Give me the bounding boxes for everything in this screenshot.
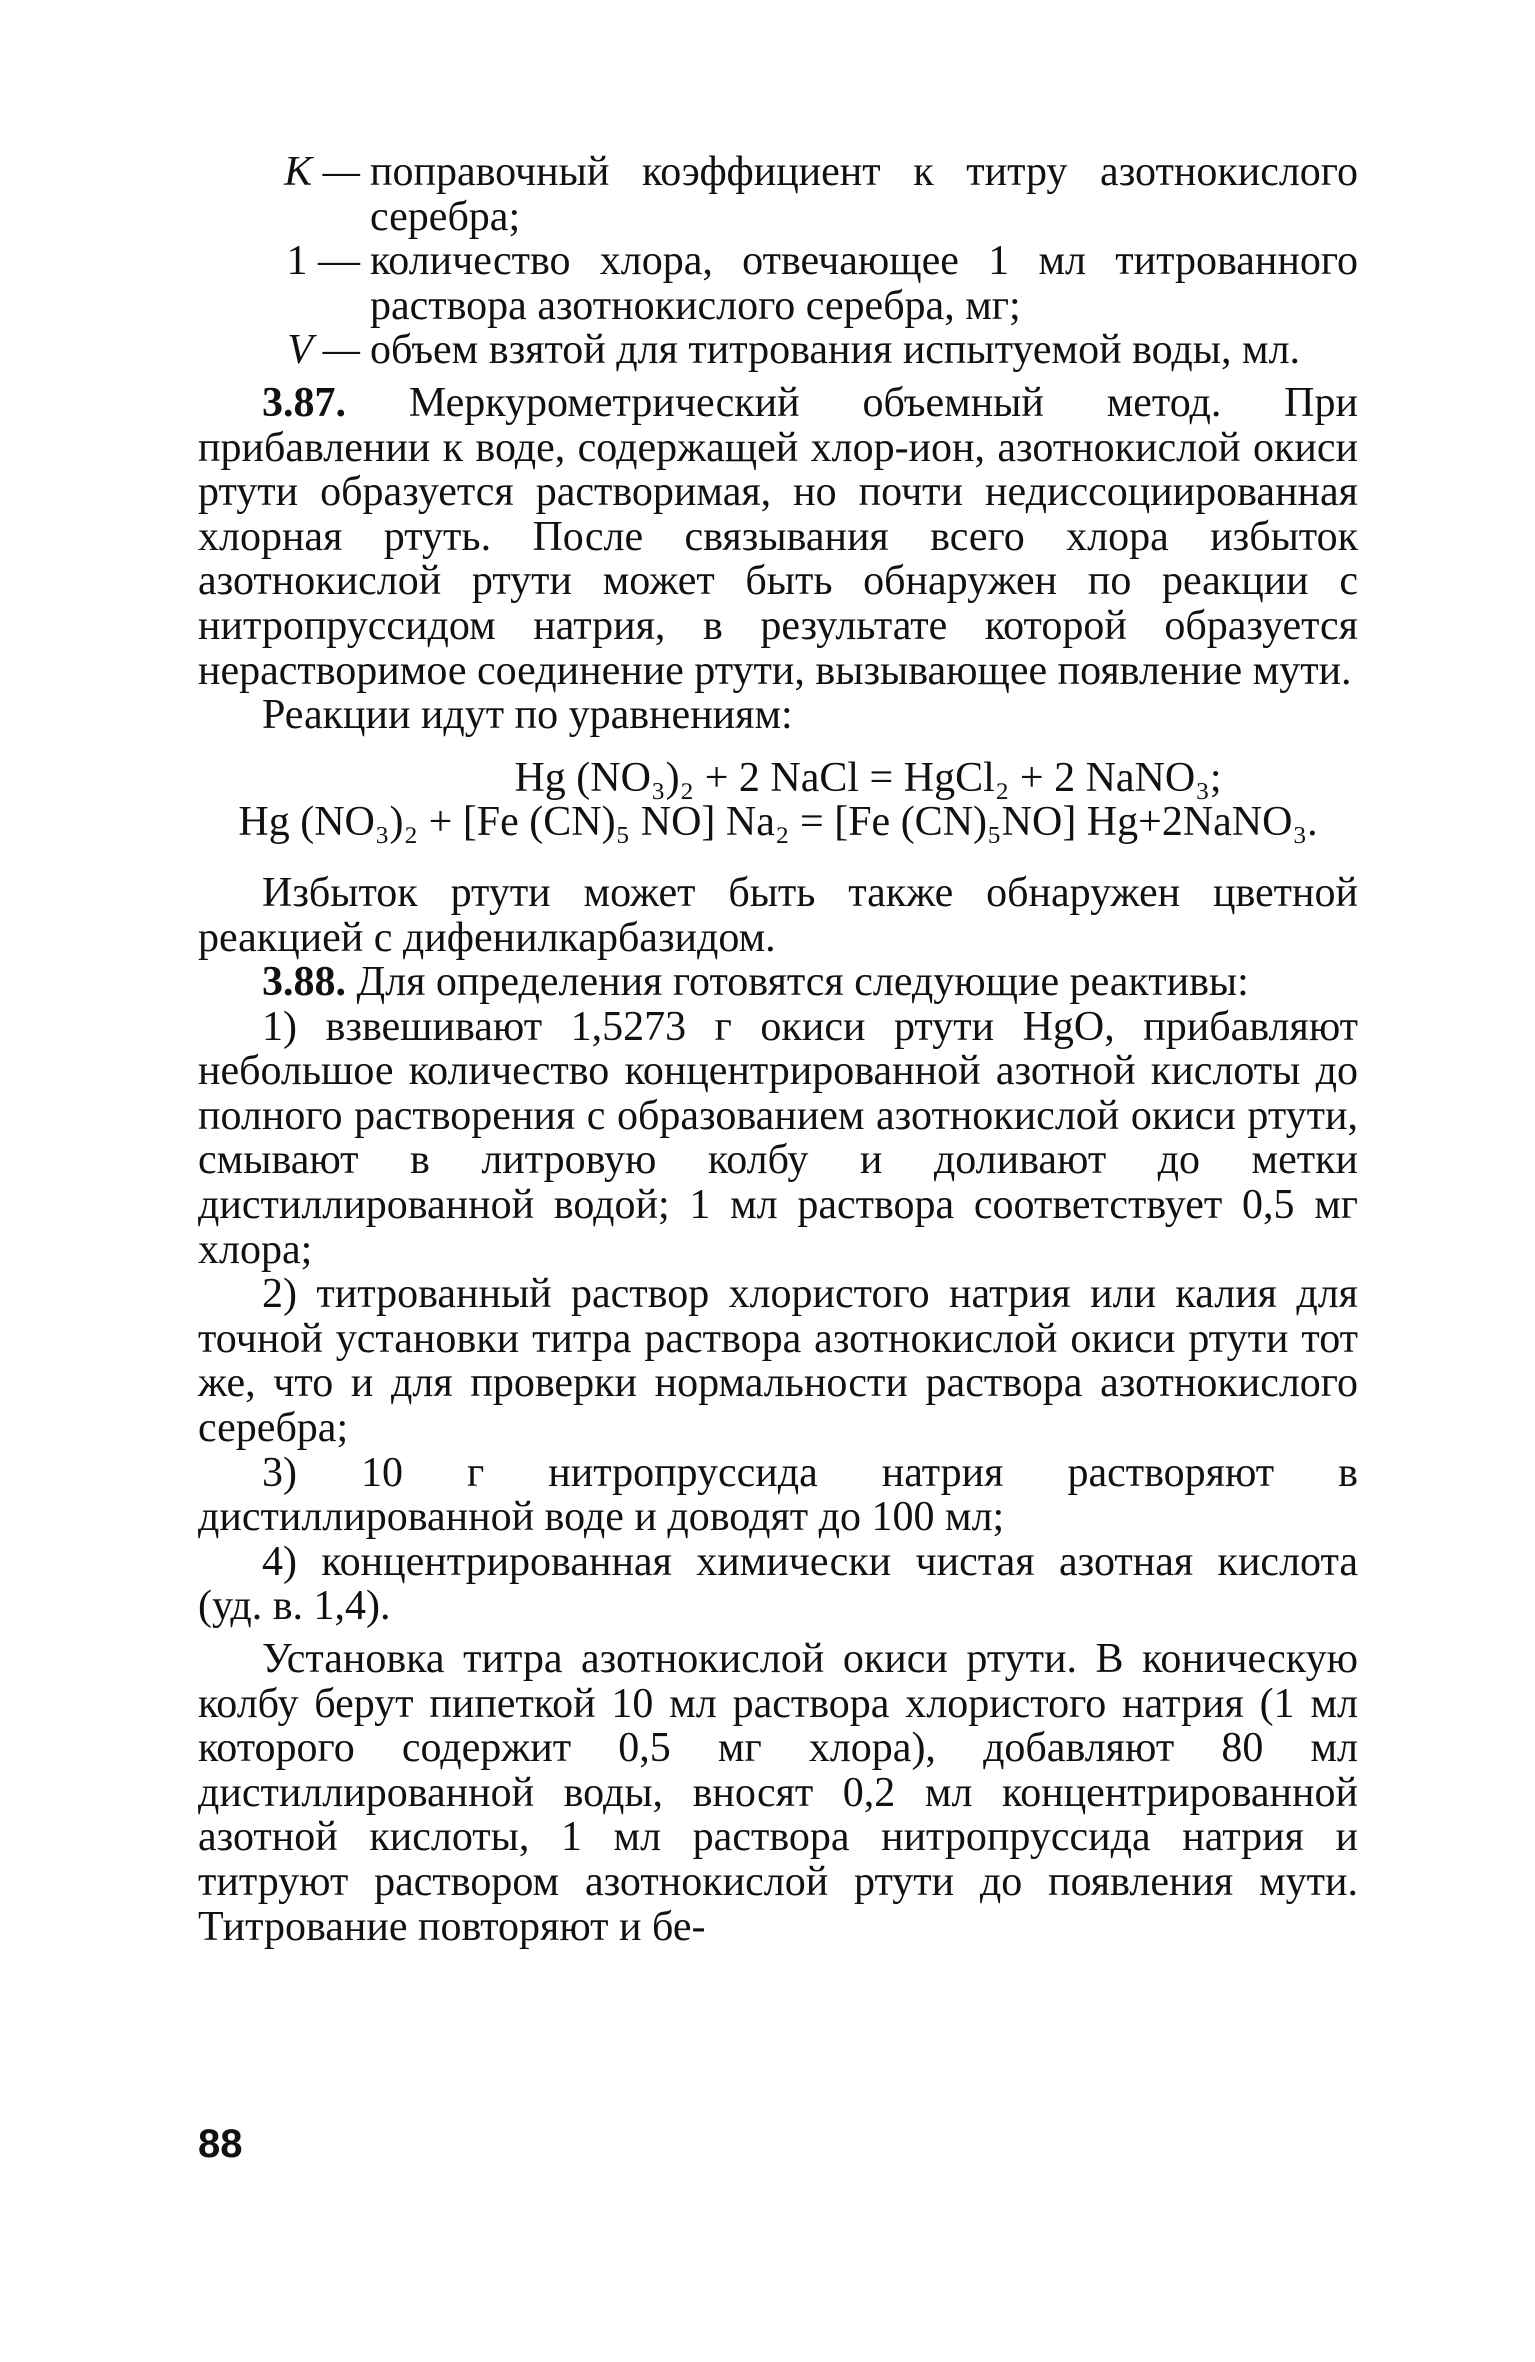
definition-k — [198, 150, 1358, 239]
page-number: 88 — [198, 2122, 243, 2166]
reagent-item: 4) концентрированная химически чистая азотная кислота (уд. в. 1,4). — [198, 1538, 1358, 1630]
definition-desc: поправочный коэффициент к титру азотнокислого серебра; — [370, 149, 1358, 240]
definition-term: K — — [284, 149, 360, 195]
section-number: 3.88. — [262, 959, 346, 1006]
definition-term: 1 — — [286, 238, 360, 285]
section-text: Для определения готовятся следующие реактивы: — [356, 959, 1249, 1006]
reagent-item: 3) 10 г нитропруссида натрия растворяют в дистиллированной воде и доводят до 100 мл; — [198, 1449, 1358, 1541]
section-3-87 — [198, 381, 1358, 693]
formula-1: Hg (NO₃)₂ + 2 NaCl = HgCl₂ + 2 NaNO₃; — [514, 754, 1222, 801]
definition-1 — [198, 239, 1358, 328]
formula-2: Hg (NO₃)₂ + [Fe (CN)₅ NO] Na₂ = [Fe (CN)₅NO] Hg+2NaNO₃. — [238, 799, 1318, 846]
page-body — [198, 150, 1358, 1949]
definition-desc: количество хлора, отвечающее 1 мл титрованного раствора азотнокислого серебра, мг; — [370, 238, 1358, 329]
section-number: 3.87. — [262, 379, 346, 426]
section-3-88 — [198, 960, 1358, 1005]
definition-term: V — — [287, 327, 360, 374]
section-text: Меркурометрический объемный метод. При прибавлении к воде, содержащей хлор-ион, азотнокислой окиси ртути образуется растворимая, но почти недиссоциированная хлорная ртуть. После связывания всего хлора избыток азотнокислой ртути может быть обнаружен по реакции с нитропруссидом натрия, в результате которой образуется нерастворимое соединение ртути, вызывающее появление мути. — [198, 379, 1358, 694]
reagent-item: 1) взвешивают 1,5273 г окиси ртути HgO, прибавляют небольшое количество концентрированной азотной кислоты до полного растворения с образованием азотнокислой окиси ртути, смывают в литровую колбу и доливают до метки дистиллированной водой; 1 мл раствора соответствует 0,5 мг хлора; — [198, 1003, 1358, 1273]
excess-paragraph: Избыток ртути может быть также обнаружен цветной реакцией с дифенилкарбазидом. — [198, 869, 1358, 961]
reagent-item: 2) титрованный раствор хлористого натрия или калия для точной установки титра раствора азотнокислой окиси ртути тот же, что и для проверки нормальности раствора азотнокислого серебра; — [198, 1271, 1358, 1452]
titer-paragraph: Установка титра азотнокислой окиси ртути. В коническую колбу берут пипеткой 10 мл раствора хлористого натрия (1 мл которого содержит 0,5 мг хлора), добавляют 80 мл дистиллированной воды, вносят 0,2 мл концентрированной азотной кислоты, 1 мл раствора нитропруссида натрия и титруют раствором азотнокислой ртути до появления мути. Титрование повторяют и бе- — [198, 1636, 1358, 1950]
definition-desc: объем взятой для титрования испытуемой воды, мл. — [370, 327, 1301, 374]
definition-v — [198, 328, 1358, 373]
reactions-intro: Реакции идут по уравнениям: — [262, 692, 793, 739]
